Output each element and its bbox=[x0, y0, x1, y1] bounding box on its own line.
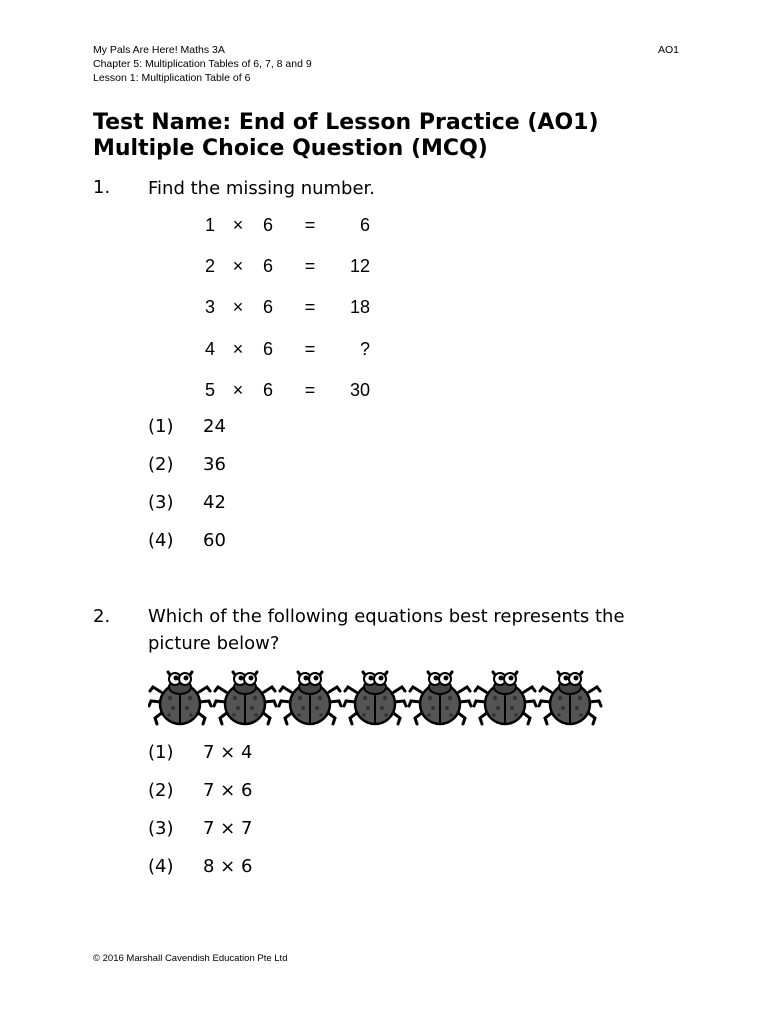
test-title-line-2: Multiple Choice Question (MCQ) bbox=[93, 136, 488, 161]
option-value: 24 bbox=[203, 416, 226, 437]
factor-b: 6 bbox=[262, 215, 273, 235]
times-sign: × bbox=[232, 215, 244, 235]
factor-a: 4 bbox=[204, 339, 215, 359]
factor-b: 6 bbox=[262, 256, 273, 276]
factor-a: 1 bbox=[204, 215, 215, 235]
test-title-line-1: Test Name: End of Lesson Practice (AO1) bbox=[93, 110, 599, 135]
option-value: 8 × 6 bbox=[203, 856, 253, 877]
ladybug bbox=[214, 672, 276, 724]
option-value: 7 × 7 bbox=[203, 818, 253, 839]
equation-row bbox=[190, 215, 380, 239]
ladybug bbox=[409, 672, 471, 724]
test-title bbox=[93, 110, 599, 162]
lesson-title: Lesson 1: Multiplication Table of 6 bbox=[93, 72, 251, 84]
factor-a: 5 bbox=[204, 380, 215, 400]
option-label: (2) bbox=[148, 454, 174, 475]
ladybug bbox=[474, 672, 536, 724]
option-label: (3) bbox=[148, 492, 174, 513]
times-sign: × bbox=[232, 297, 244, 317]
page-header bbox=[93, 43, 679, 85]
equals-sign: = bbox=[304, 297, 316, 317]
equation-row bbox=[190, 380, 380, 404]
assessment-code: AO1 bbox=[657, 44, 679, 56]
copyright-footer: © 2016 Marshall Cavendish Education Pte Ltd bbox=[93, 953, 288, 964]
option-label: (1) bbox=[148, 416, 174, 437]
option-value: 36 bbox=[203, 454, 226, 475]
factor-a: 3 bbox=[204, 297, 215, 317]
chapter-title: Chapter 5: Multiplication Tables of 6, 7, 8 and 9 bbox=[93, 58, 312, 70]
question-1-number: 1. bbox=[93, 177, 111, 198]
times-sign: × bbox=[232, 380, 244, 400]
option-label: (2) bbox=[148, 780, 174, 801]
product: 18 bbox=[349, 297, 370, 317]
factor-a: 2 bbox=[204, 256, 215, 276]
times-sign: × bbox=[232, 339, 244, 359]
equals-sign: = bbox=[304, 256, 316, 276]
ladybug bbox=[539, 672, 601, 724]
equals-sign: = bbox=[304, 215, 316, 235]
ladybug-picture bbox=[148, 668, 608, 730]
ladybug bbox=[149, 672, 211, 724]
book-title: My Pals Are Here! Maths 3A bbox=[93, 44, 225, 56]
option-value: 7 × 6 bbox=[203, 780, 253, 801]
factor-b: 6 bbox=[262, 297, 273, 317]
question-1-text: Find the missing number. bbox=[148, 178, 376, 199]
equation-row bbox=[190, 339, 380, 363]
question-2-text: Which of the following equations best represents the picture below? bbox=[148, 606, 625, 654]
option-label: (1) bbox=[148, 742, 174, 763]
ladybug bbox=[279, 672, 341, 724]
option-label: (4) bbox=[148, 530, 174, 551]
product: 30 bbox=[349, 380, 370, 400]
equation-row bbox=[190, 297, 380, 321]
equals-sign: = bbox=[304, 339, 316, 359]
option-value: 42 bbox=[203, 492, 226, 513]
missing-product: ? bbox=[359, 339, 370, 359]
option-value: 60 bbox=[203, 530, 226, 551]
equation-row bbox=[190, 256, 380, 280]
product: 12 bbox=[349, 256, 370, 276]
option-label: (4) bbox=[148, 856, 174, 877]
question-2-number: 2. bbox=[93, 606, 111, 627]
factor-b: 6 bbox=[262, 380, 273, 400]
product: 6 bbox=[359, 215, 370, 235]
option-value: 7 × 4 bbox=[203, 742, 253, 763]
factor-b: 6 bbox=[262, 339, 273, 359]
option-label: (3) bbox=[148, 818, 174, 839]
times-sign: × bbox=[232, 256, 244, 276]
ladybug bbox=[344, 672, 406, 724]
equals-sign: = bbox=[304, 380, 316, 400]
